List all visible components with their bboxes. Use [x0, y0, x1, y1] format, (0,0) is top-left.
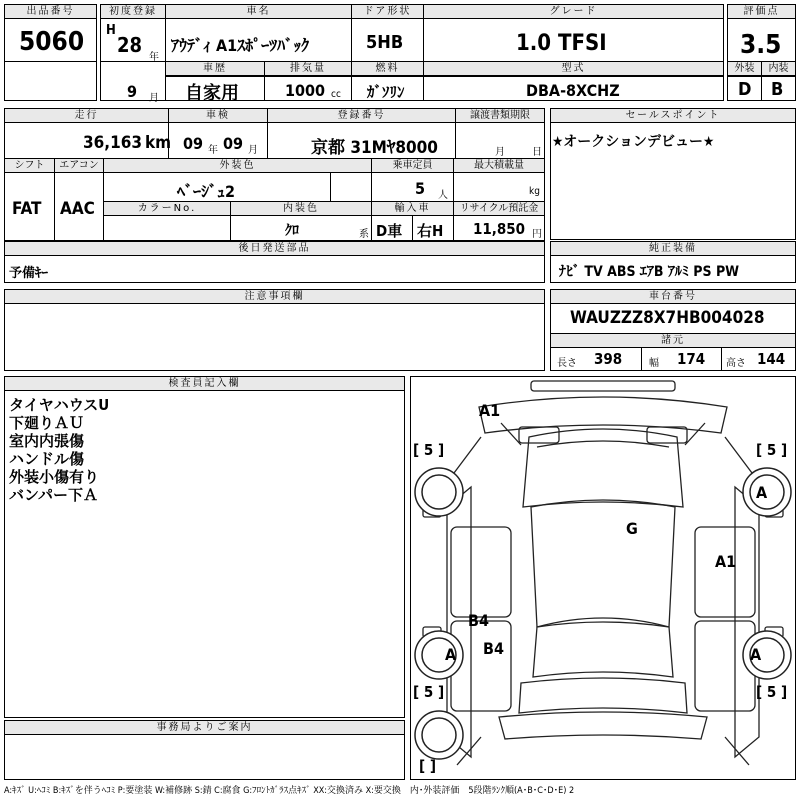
- mileage-unit: km: [145, 133, 172, 153]
- lot-box: [4, 4, 97, 101]
- mileage-label: 走行: [5, 109, 168, 123]
- office-block: [4, 720, 405, 780]
- mileage: 36,163: [83, 133, 143, 153]
- width-label: 幅: [649, 358, 659, 369]
- chassis-label: 車台番号: [551, 290, 795, 304]
- month-value: 9: [127, 82, 138, 101]
- car-diagram: [410, 376, 796, 780]
- displacement-label: 排気量: [265, 62, 351, 76]
- capacity-label: 乗車定員: [372, 159, 453, 173]
- score-block: [727, 4, 796, 101]
- registration-number: 京都 31Mﾔ8000: [311, 138, 438, 158]
- history-label: 車歴: [166, 62, 264, 76]
- import-type: D車: [376, 222, 403, 240]
- tread-depth: [ 5 ]: [413, 683, 445, 701]
- lot-number: 5060: [19, 27, 85, 57]
- history: 自家用: [185, 83, 239, 104]
- grade: 1.0 TFSI: [516, 31, 607, 56]
- recycle-fee: 11,850: [473, 220, 526, 238]
- model-code: DBA-8XCHZ: [526, 81, 620, 100]
- interior-grade: B: [771, 79, 784, 100]
- legend: A:ｷｽﾞ U:ﾍｺﾐ B:ｷｽﾞを伴うﾍｺﾐ P:要塗装 W:補修跡 S:錆 C:腐食 G:ﾌﾛﾝﾄｶﾞﾗｽ点ｷｽﾞ XX:交換済み X:要交換 内･外装評価 5段階ﾗﾝｸ順(A･B･C･D･E) 2: [4, 786, 575, 796]
- inspection-month: 09: [223, 134, 244, 153]
- ac-label: エアコン: [55, 159, 103, 173]
- later-parts-label: 後日発送部品: [5, 242, 544, 256]
- exterior-grade: D: [738, 79, 752, 100]
- caution-label: 注意事項欄: [5, 290, 544, 304]
- damage-mark-b4: B4: [483, 639, 504, 658]
- shift-label: シフト: [5, 159, 54, 173]
- inspector-line: 下廻りＡＵ: [9, 414, 85, 432]
- inspector-block: [4, 376, 405, 718]
- door-type: 5HB: [366, 32, 404, 53]
- caution-block: [4, 289, 545, 371]
- mileage-block: [4, 108, 545, 159]
- score: 3.5: [740, 30, 782, 60]
- sales-point: ★オークションデビュー★: [552, 134, 715, 150]
- ext-color: ﾍﾞｰｼﾞｭ2: [177, 182, 236, 201]
- transfer-label: 譲渡書類期限: [456, 109, 544, 123]
- tread-depth: [ 5 ]: [756, 441, 788, 459]
- recycle-unit: 円: [532, 229, 542, 240]
- inspector-line: 室内内張傷: [9, 432, 85, 450]
- office-label: 事務局よりご案内: [5, 721, 404, 735]
- car-outline: [411, 377, 795, 779]
- inspection-label: 車検: [169, 109, 267, 123]
- air-conditioner: AAC: [60, 199, 95, 219]
- chassis-block: [550, 289, 796, 371]
- width: 174: [677, 350, 706, 368]
- max-load-unit: kg: [529, 186, 540, 197]
- sales-point-block: [550, 108, 796, 240]
- first-reg-label: 初度登録: [101, 5, 165, 19]
- tire-mark-rear-right: A: [750, 645, 762, 664]
- inspection-year-unit: 年: [208, 145, 218, 156]
- score-label: 評価点: [728, 5, 795, 19]
- int-color-unit: 系: [359, 229, 369, 240]
- tread-depth: [ 5 ]: [756, 683, 788, 701]
- basic-info-block: [100, 4, 724, 104]
- max-load-label: 最大積載量: [454, 159, 544, 173]
- exterior-label: 外装: [728, 62, 761, 76]
- interior-label: 内装: [762, 62, 795, 76]
- inspection-month-unit: 月: [248, 145, 258, 156]
- reg-no-label: 登録番号: [268, 109, 455, 123]
- fuel-label: 燃料: [352, 62, 423, 76]
- tread-depth: [ 5 ]: [413, 441, 445, 459]
- height: 144: [757, 350, 786, 368]
- inspector-line: 外装小傷有り: [9, 468, 100, 486]
- capacity-unit: 人: [438, 190, 448, 201]
- lot-label: 出品番号: [5, 5, 96, 19]
- transfer-day-unit: 日: [532, 147, 542, 158]
- damage-mark-g: G: [626, 519, 638, 538]
- transfer-month-unit: 月: [495, 147, 505, 158]
- fuel: ｶﾞｿﾘﾝ: [367, 83, 405, 101]
- length-label: 長さ: [557, 358, 577, 369]
- era: H: [106, 23, 116, 38]
- equipment-label: 純正装備: [551, 242, 795, 256]
- displacement: 1000: [285, 81, 326, 100]
- equipment-block: [550, 241, 796, 283]
- later-parts: 予備ｷｰ: [9, 266, 49, 281]
- sales-label: セールスポイント: [551, 109, 795, 123]
- tire-mark-front-left: A: [756, 483, 768, 502]
- capacity: 5: [415, 179, 426, 198]
- year-value: 28: [117, 33, 143, 57]
- door-label: ドア形状: [352, 5, 423, 19]
- month-unit: 月: [149, 93, 159, 104]
- color-no-label: カラーNo.: [104, 202, 230, 216]
- grade-label: グレード: [424, 5, 723, 19]
- inspector-line: ハンドル傷: [9, 450, 85, 468]
- equipment: ﾅﾋﾞ TV ABS ｴｱB ｱﾙﾐ PS PW: [559, 264, 740, 280]
- car-name: ｱｳﾃﾞｨ A1ｽﾎﾟｰﾂﾊﾞｯｸ: [171, 36, 310, 55]
- model-label: 型式: [424, 62, 723, 76]
- shift: FAT: [12, 199, 42, 219]
- int-color: ｸﾛ: [285, 223, 299, 239]
- recycle-label: リサイクル預託金: [454, 202, 544, 216]
- ext-color-label: 外装色: [104, 159, 371, 173]
- damage-mark-a1-right: A1: [715, 552, 737, 571]
- displacement-unit: cc: [331, 89, 341, 100]
- import-label: 輸入車: [372, 202, 453, 216]
- car-name-label: 車名: [166, 5, 351, 19]
- int-color-label: 内装色: [231, 202, 371, 216]
- inspector-label: 検査員記入欄: [5, 377, 404, 391]
- height-label: 高さ: [726, 358, 746, 369]
- later-parts-block: [4, 241, 545, 283]
- length: 398: [594, 350, 623, 368]
- tire-mark-rear-left: A: [445, 645, 457, 664]
- spare-tread-bracket: [ ]: [419, 757, 437, 775]
- damage-mark-b4: B4: [468, 611, 489, 630]
- inspector-line: バンパー下Ａ: [9, 486, 98, 504]
- inspection-year: 09: [183, 134, 204, 153]
- spec-block: [4, 158, 545, 241]
- damage-mark-a1-front: A1: [479, 401, 501, 420]
- steering: 右H: [417, 222, 444, 240]
- inspector-line: タイヤハウスU: [9, 396, 110, 414]
- year-unit: 年: [149, 52, 159, 63]
- chassis-number: WAUZZZ8X7HB004028: [570, 308, 765, 328]
- spec-label: 諸元: [551, 333, 795, 348]
